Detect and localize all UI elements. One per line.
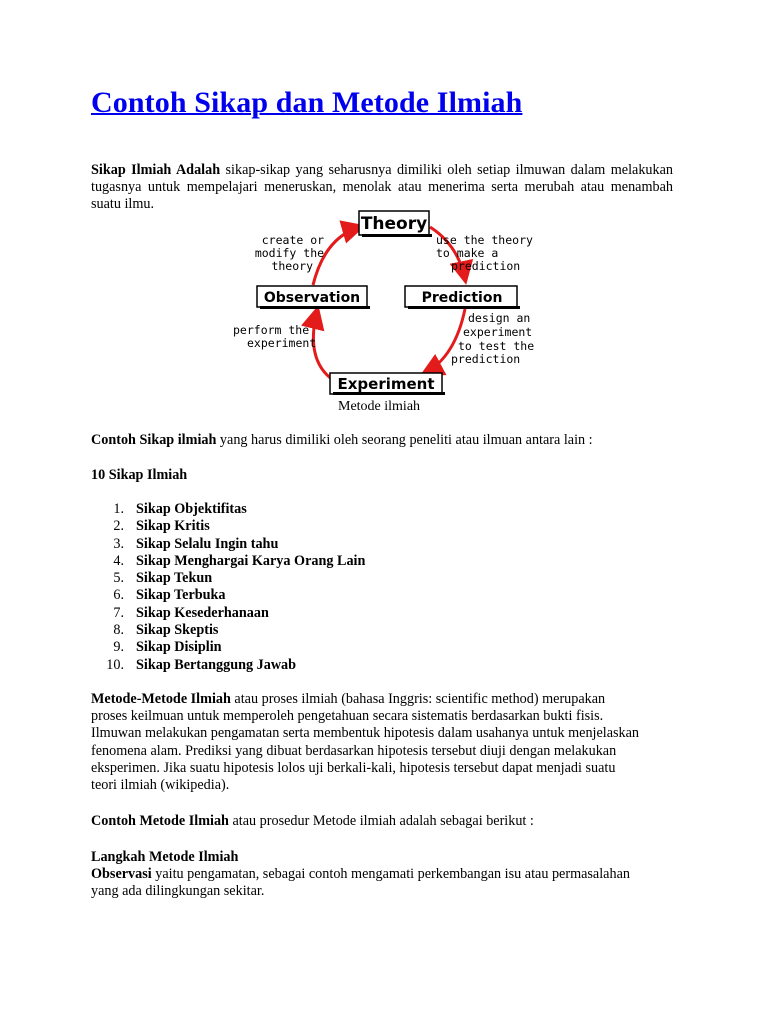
list-heading: 10 Sikap Ilmiah	[91, 467, 188, 483]
metode-paragraph	[91, 691, 673, 794]
list-item-text: Sikap Tekun	[136, 570, 213, 587]
metode-line: Metode-Metode Ilmiah atau proses ilmiah (bahasa Inggris: scientific method) merupakan	[91, 691, 606, 707]
observasi-line: yang ada dilingkungan sekitar.	[91, 883, 265, 900]
metode-line: fenomena alam. Prediksi yang dibuat berdasarkan hipotesis tersebut diuji dengan melakukan	[91, 742, 617, 759]
sikap-list-item	[91, 587, 365, 604]
observasi-line: Observasi yaitu pengamatan, sebagai contoh mengamati perkembangan isu atau permasalahan	[91, 866, 630, 883]
sikap-list	[91, 501, 365, 674]
list-number: 10.	[106, 656, 124, 673]
contoh-metode-term: Contoh Metode Ilmiah	[91, 813, 229, 829]
list-item-text: Sikap Kesederhanaan	[136, 604, 269, 621]
metode-line: teori ilmiah (wikipedia).	[91, 777, 230, 794]
list-item-text: Sikap Bertanggung Jawab	[136, 656, 297, 673]
langkah-section	[91, 849, 673, 901]
page-title[interactable]: Contoh Sikap dan Metode Ilmiah	[91, 86, 523, 119]
list-number: 3.	[113, 535, 124, 552]
contoh-metode-paragraph	[91, 813, 673, 830]
metode-line: proses keilmuan untuk memperoleh pengetahuan secara sistematis berdasarkan bukti fisis.	[91, 708, 604, 725]
sikap-list-item	[91, 639, 365, 656]
list-number: 2.	[113, 518, 124, 535]
intro-text: sikap-sikap yang seharusnya dimiliki oleh setiap ilmuwan dalam melakukan tugasnya untuk mempelajari meneruskan, menolak atau menerima serta merubah atau menambah suatu ilmu.	[91, 162, 673, 213]
metode-term: Metode-Metode Ilmiah	[91, 691, 231, 707]
list-number: 9.	[113, 639, 124, 656]
langkah-heading: Langkah Metode Ilmiah	[91, 849, 239, 865]
list-number: 6.	[113, 587, 124, 604]
list-item-text: Sikap Disiplin	[136, 639, 222, 656]
sikap-list-item	[91, 501, 365, 518]
contoh-sikap-term: Contoh Sikap ilmiah	[91, 432, 217, 448]
sikap-list-item	[91, 605, 365, 622]
sikap-list-item	[91, 536, 365, 553]
sikap-list-item	[91, 553, 365, 570]
box-observation	[257, 286, 370, 309]
sikap-list-item	[91, 570, 365, 587]
list-number: 5.	[113, 570, 124, 587]
intro-term: Sikap Ilmiah Adalah	[91, 162, 221, 178]
box-prediction	[405, 286, 520, 309]
contoh-sikap-paragraph	[91, 432, 673, 449]
list-item-text: Sikap Menghargai Karya Orang Lain	[136, 552, 366, 569]
list-number: 8.	[113, 622, 124, 639]
sikap-list-item	[91, 622, 365, 639]
note-design-experiment: design an experiment to test the prediction	[451, 311, 535, 366]
contoh-sikap-text: yang harus dimiliki oleh seorang peneliti atau ilmuan antara lain :	[216, 432, 593, 448]
list-item-text: Sikap Selalu Ingin tahu	[136, 535, 279, 552]
note-create-theory: create or modify the theory	[254, 233, 325, 273]
box-theory	[359, 211, 432, 237]
arc-experiment-to-observation	[313, 311, 333, 380]
diagram-caption: Metode ilmiah	[338, 399, 421, 414]
list-number: 7.	[113, 604, 124, 621]
metode-line: Ilmuwan melakukan pengamatan serta membentuk hipotesis dalam usahanya untuk menjelaskan	[91, 725, 640, 742]
note-perform-experiment: perform the experiment	[233, 323, 317, 350]
metode-line: eksperimen. Jika suatu hipotesis lolos uji berkali-kali, hipotesis tersebut dapat menjadi suatu	[91, 759, 616, 776]
list-item-text: Sikap Terbuka	[136, 587, 226, 604]
note-use-theory: use the theory to make a prediction	[436, 233, 533, 273]
box-experiment	[330, 373, 445, 395]
list-item-text: Sikap Skeptis	[136, 622, 219, 639]
scientific-method-diagram	[225, 205, 545, 395]
sikap-list-item	[91, 518, 365, 535]
observasi-term: Observasi	[91, 866, 152, 883]
box-theory-label: Theory	[360, 214, 428, 234]
list-number: 4.	[113, 552, 124, 569]
list-number: 1.	[113, 501, 124, 517]
list-item-text: Sikap Objektifitas	[136, 501, 247, 517]
list-item-text: Sikap Kritis	[136, 518, 210, 535]
contoh-metode-text: atau prosedur Metode ilmiah adalah sebagai berikut :	[228, 813, 534, 829]
box-observation-label: Observation	[263, 290, 361, 306]
box-prediction-label: Prediction	[421, 290, 503, 306]
sikap-list-item	[91, 657, 365, 674]
box-experiment-label: Experiment	[337, 375, 435, 393]
